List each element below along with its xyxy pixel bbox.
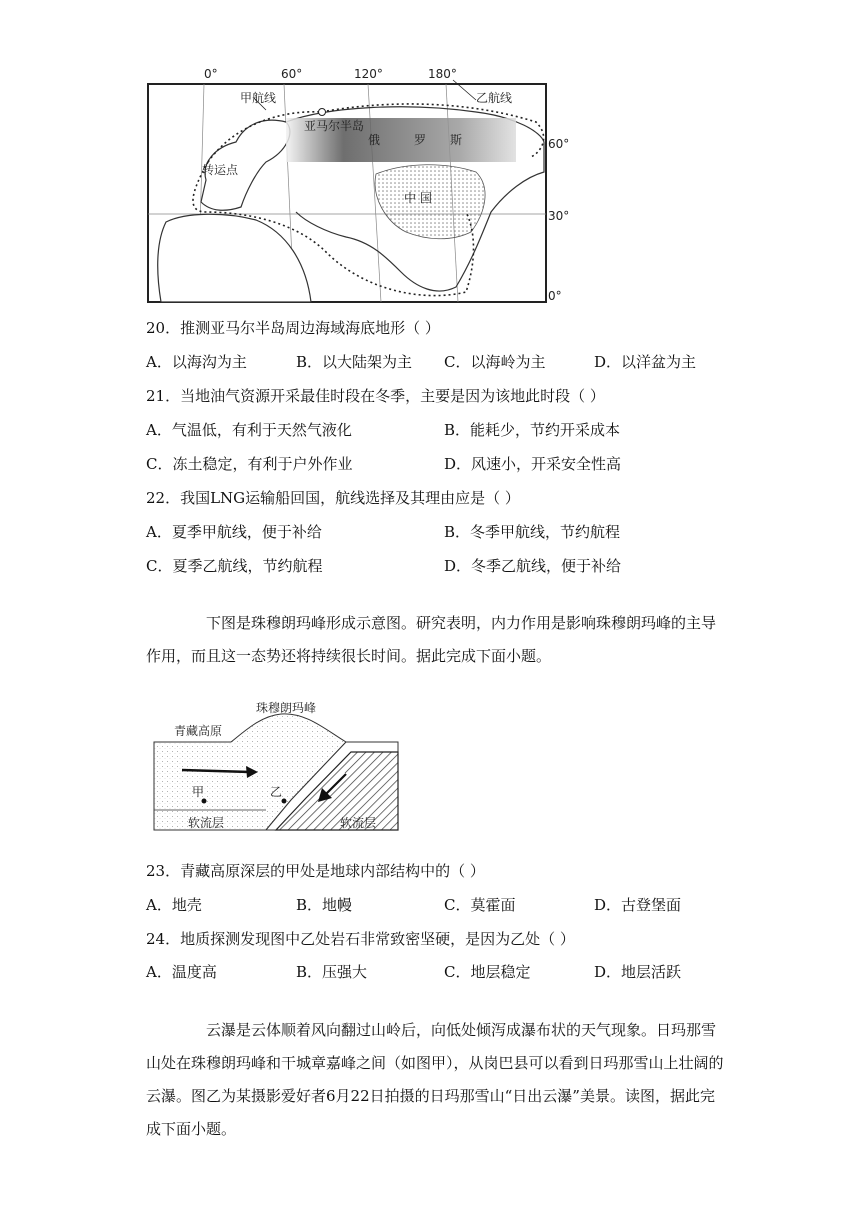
q24-option-b: B．压强大: [296, 963, 368, 981]
everest-formation-diagram: [146, 700, 406, 836]
question-23-stem: 23．青藏高原深层的甲处是地球内部结构中的（ ）: [146, 862, 485, 880]
q22-option-b: B．冬季甲航线，节约航程: [444, 523, 621, 541]
q20-option-d: D．以洋盆为主: [594, 353, 697, 371]
yamal-label: 亚马尔半岛: [304, 119, 365, 133]
lon-0-label: 0°: [204, 67, 218, 81]
question-22-stem: 22．我国LNG运输船回国，航线选择及其理由应是（ ）: [146, 489, 520, 507]
question-21-stem: 21．当地油气资源开采最佳时段在冬季，主要是因为该地此时段（ ）: [146, 387, 605, 405]
intro-everest: 下图是珠穆朗玛峰形成示意图。研究表明，内力作用是影响珠穆朗玛峰的主导作用，而且这一态势还将持续很长时间。据此完成下面小题。: [146, 614, 717, 665]
q21-option-b: B．能耗少，节约开采成本: [444, 421, 621, 439]
q24-option-c: C．地层稳定: [444, 963, 531, 981]
lat-0-label: 0°: [548, 289, 562, 303]
question-20-stem: 20．推测亚马尔半岛周边海域海底地形（ ）: [146, 319, 440, 337]
russia-char-1: 俄: [368, 133, 381, 147]
eurasia-route-map: [146, 62, 586, 306]
lon-120-label: 120°: [354, 67, 383, 81]
point-jia: [202, 799, 207, 804]
point-yi: [282, 799, 287, 804]
astheno-left-label: 软流层: [188, 816, 225, 830]
q23-option-b: B．地幔: [296, 896, 353, 914]
q21-option-a: A．气温低，有利于天然气液化: [146, 421, 352, 439]
q22-option-d: D．冬季乙航线，便于补给: [444, 557, 622, 575]
q20-option-c: C．以海岭为主: [444, 353, 546, 371]
q20-option-b: B．以大陆架为主: [296, 353, 413, 371]
lat-30-label: 30°: [548, 209, 570, 223]
jia-label: 甲: [192, 785, 205, 799]
q24-option-a: A．温度高: [146, 963, 217, 981]
q24-option-d: D．地层活跃: [594, 963, 682, 981]
yamal-point: [319, 109, 326, 116]
peak-label: 珠穆朗玛峰: [256, 701, 317, 715]
q21-option-d: D．风速小，开采安全性高: [444, 455, 622, 473]
lon-60-label: 60°: [281, 67, 303, 81]
russia-char-2: 罗: [414, 133, 427, 147]
q21-option-c: C．冻土稳定，有利于户外作业: [146, 455, 353, 473]
q22-option-a: A．夏季甲航线，便于补给: [146, 523, 322, 541]
intro-cloud-waterfall: 云瀑是云体顺着风向翻过山岭后，向低处倾泻成瀑布状的天气现象。日玛那雪山处在珠穆朗玛峰和干城章嘉峰之间（如图甲），从岗巴县可以看到日玛那雪山上壮阔的云瀑。图乙为某摄影爱好者6月22日拍摄的日玛那雪山“日出云瀑”美景。读图，据此完成下面小题。: [146, 1021, 724, 1138]
q23-option-a: A．地壳: [146, 896, 202, 914]
russia-char-3: 斯: [450, 133, 463, 147]
q20-option-a: A．以海沟为主: [146, 353, 247, 371]
q23-option-d: D．古登堡面: [594, 896, 682, 914]
q23-option-c: C．莫霍面: [444, 896, 516, 914]
astheno-right-label: 软流层: [340, 816, 377, 830]
lat-60-label: 60°: [548, 137, 570, 151]
q22-option-c: C．夏季乙航线，节约航程: [146, 557, 323, 575]
question-24-stem: 24．地质探测发现图中乙处岩石非常致密坚硬，是因为乙处（ ）: [146, 930, 575, 948]
route-jia-label: 甲航线: [240, 91, 277, 105]
lon-180-label: 180°: [428, 67, 457, 81]
transfer-point-label: 转运点: [202, 163, 239, 177]
china-label: 中 国: [404, 191, 432, 205]
plateau-label: 青藏高原: [174, 724, 223, 738]
route-yi-label: 乙航线: [476, 91, 513, 105]
yi-label: 乙: [270, 785, 283, 799]
